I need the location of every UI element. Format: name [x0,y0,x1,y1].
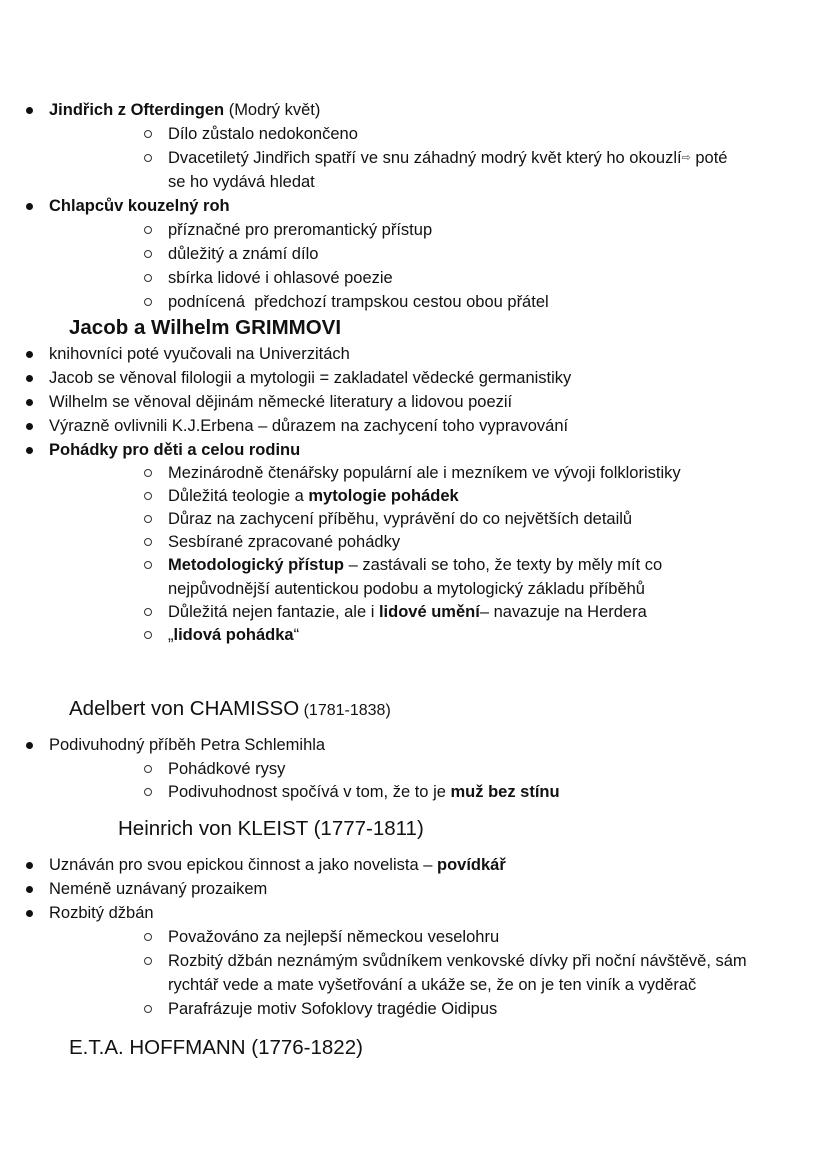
document-page: Jindřich z Ofterdingen (Modrý květ) Dílo zůstalo nedokončeno Dvacetiletý Jindřich spatří ve snu záhadný modrý květ který ho okouzlí⇨ poté se ho vydává hledat Chlapcův kouzelný roh příznačné pro preromantický přístup důležitý a známí dílo sbírka lidové i ohlasové poezie podnícená předchozí trampskou cestou obou přátel Jacob a Wilhelm GRIMMOVI knihovníci poté vyučovali na Univerzitách Jacob se věnoval filologii a mytologii = zakladatel vědecké germanistiky Wilhelm se věnoval dějinám německé literatury a lidovou poezií Výrazně ovlivnili K.J.Erbena – důrazem na zachycení toho vypravování Pohádky pro děti a celou rodinu Mezinárodně čtenářsky populární ale i mezníkem ve vývoji folkloristiky Důležitá teologie a mytologie pohádek Důraz na zachycení příběhu, vyprávění do co největších detailů Sesbírané zpracované pohádky Metodologický přístup – zastávali se toho, že texty by měly mít co nejpůvodnější autentickou podobu a mytologický základu příběhů Důležitá nejen fantazie, ale i lidové umění– navazuje na Herdera „lidová pohádka“ Adelbert von CHAMISSO (1781-1838) Podivuhodný příběh Petra Schlemihla Pohádkové rysy Podivuhodnost spočívá v tom, že to je muž bez stínu Heinrich von KLEIST (1777-1811) Uznáván pro svou epickou činnost a jako novelista – povídkář Neméně uznávaný prozaikem Rozbitý džbán Považováno za nejlepší německou veselohru Rozbitý džbán neznámým svůdníkem venkovské dívky při noční návštěvě, sám rychtář vede a mate vyšetřování a ukáže se, že on je ten viník a vyděrač Parafrázuje motiv Sofoklovy tragédie Oidipus E.T.A. HOFFMANN (1776-1822) [0,0,828,1169]
continuation-text: se ho vydává hledat [168,173,315,191]
circle-bullet-icon [144,1005,152,1013]
circle-bullet-icon [144,561,152,569]
circle-bullet-icon [144,765,152,773]
work-title: Pohádky pro děti a celou rodinu [49,441,301,459]
bullet-icon [26,742,33,749]
circle-bullet-icon [144,933,152,941]
circle-bullet-icon [144,957,152,965]
work-title: Rozbitý džbán [49,904,154,922]
circle-bullet-icon [144,469,152,477]
section-heading: Heinrich von KLEIST (1777-1811) [118,817,424,840]
circle-bullet-icon [144,274,152,282]
work-title: Jindřich z Ofterdingen [49,101,225,119]
circle-bullet-icon [144,154,152,162]
continuation-text: nejpůvodnější autentickou podobu a mytologický základu příběhů [168,580,645,598]
bullet-icon [26,107,33,114]
bullet-icon [26,910,33,917]
circle-bullet-icon [144,130,152,138]
circle-bullet-icon [144,631,152,639]
bullet-icon [26,423,33,430]
bullet-icon [26,862,33,869]
continuation-text: rychtář vede a mate vyšetřování a ukáže se, že on je ten viník a vyděrač [168,976,697,994]
section-heading: E.T.A. HOFFMANN (1776-1822) [69,1036,363,1059]
bullet-icon [26,886,33,893]
work-title: Chlapcův kouzelný roh [49,197,230,215]
bullet-icon [26,399,33,406]
work-title: Podivuhodný příběh Petra Schlemihla [49,736,326,754]
circle-bullet-icon [144,250,152,258]
circle-bullet-icon [144,538,152,546]
circle-bullet-icon [144,608,152,616]
circle-bullet-icon [144,492,152,500]
bullet-icon [26,375,33,382]
bullet-icon [26,203,33,210]
arrow-right-icon: ⇨ [681,152,691,164]
circle-bullet-icon [144,788,152,796]
bullet-icon [26,351,33,358]
section-heading: Adelbert von CHAMISSO (1781-1838) [69,697,391,720]
section-heading: Jacob a Wilhelm GRIMMOVI [69,316,342,339]
circle-bullet-icon [144,298,152,306]
bullet-icon [26,447,33,454]
circle-bullet-icon [144,226,152,234]
circle-bullet-icon [144,515,152,523]
